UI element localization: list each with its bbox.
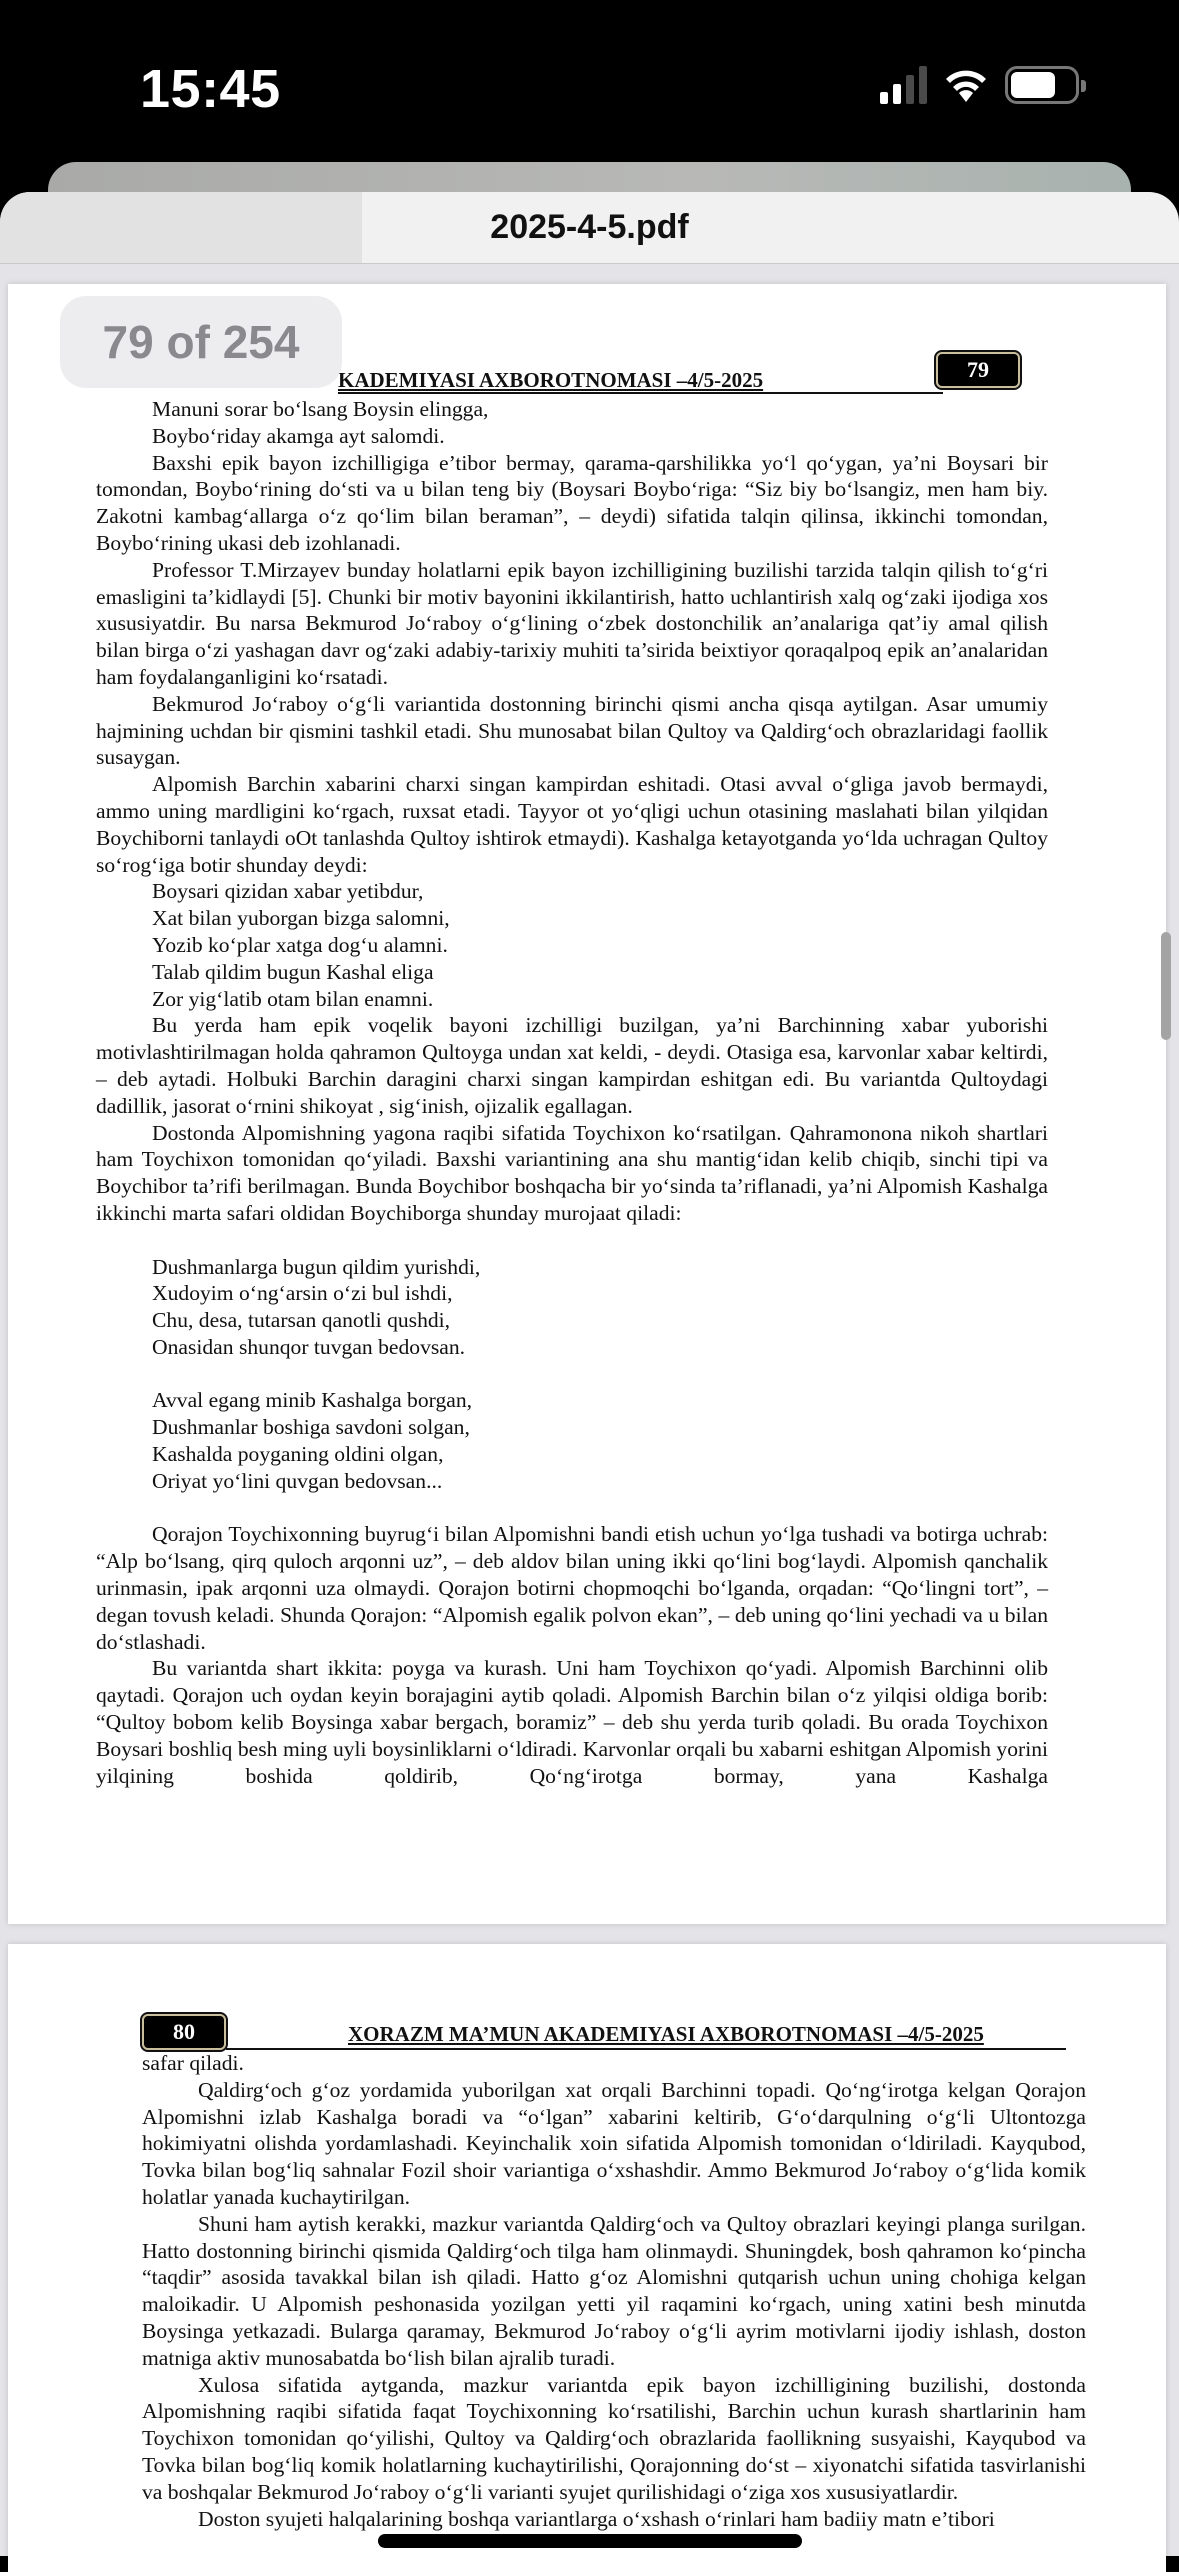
paragraph: Professor T.Mirzayev bunday holatlarni epik bayon izchilligining buzilishi tarzida talqin qilish to‘g‘ri emasligini ta’kidlaydi [5]. Chunki bir motiv bayonini ikkilantirish, hatto uchlantirish xalq og‘zaki ijodiga xos xususiyatdir. Bu narsa Bekmurod Jo‘raboy o‘g‘lining o‘zbek dostonchilik an’analariga qat’iy amal qilish bilan birga o‘zi yashagan davr og‘zaki adabiy-tarixiy muhiti ta’sirida beixtiyor qoraqalpoq epik an’analaridan ham foydalanganligini ko‘rsatadi. (96, 557, 1048, 689)
verse-line: Yozib ko‘plar xatga dog‘u alamni. (152, 932, 448, 957)
page-header-text: XORAZM MA’MUN AKADEMIYASI AXBOROTNOMASI –4/5-2025 (348, 2022, 984, 2046)
verse-line: Kashalda poyganing oldini olgan, (152, 1442, 444, 1467)
scrollbar-thumb[interactable] (1161, 932, 1171, 1040)
verse-line: Oriyat yo‘lini quvgan bedovsan... (152, 1468, 443, 1493)
verse-line: Avval egang minib Kashalga borgan, (152, 1388, 473, 1413)
page-indicator: 79 of 254 (60, 296, 342, 388)
paragraph: Alpomish Barchin xabarini charxi singan kampirdan eshitadi. Otasi avval o‘gliga javob bermaydi, ammo uning mardligini ko‘rgach, ruxsat etadi. Tayyor ot yo‘qligi uchun otasining maslahati bilan yilqidan Boychiborni tanlaydi oOt tanlashda Qultoy ishtirok etmaydi). Kashalga ketayotganda yo‘lda uchragan Qultoy so‘rog‘iga botir shunday deydi: (96, 772, 1048, 877)
page-number-badge: 80 (142, 2014, 226, 2050)
verse-line: Dushmanlarga bugun qildim yurishdi, (152, 1254, 481, 1279)
status-bar (0, 0, 1179, 160)
verse-line: Dushmanlar boshiga savdoni solgan, (152, 1415, 470, 1440)
paragraph: Bu variantda shart ikkita: poyga va kurash. Uni ham Toychixon qo‘yadi. Alpomish Barchinni olib qaytadi. Qorajon uch oydan keyin borajagini aytib qoladi. Alpomish Barchin bilan o‘z yilqisi oldiga borib: “Qultoy bobom kelib Boysinga xabar bergach, boramiz” – deb shu yerda turib qoladi. Bu orada Toychixon Boysari boshliq besh ming uyli boysinliklarni o‘ldiradi. Karvonlar orqali bu xabarni eshitgan Alpomish yorini yilqining boshida qoldirib, Qo‘ng‘irotga bormay, yana Kashalga (96, 1656, 1048, 1788)
verse-line: Zor yig‘latib otam bilan enamni. (152, 986, 434, 1011)
battery-icon (1005, 66, 1079, 104)
verse-line: Boysari qizidan xabar yetibdur, (152, 879, 424, 904)
pdf-page-79 (8, 284, 1166, 1924)
paragraph: Xulosa sifatida aytganda, mazkur variantda epik bayon izchilligining buzilishi, dostonda Alpomishning raqibi sifatida faqat Toychixonning ko‘rsatilishi, Barchin uchun kurash shartlarinin ham Toychixon tomonidan qo‘yilishi, Qultoy va Qaldirg‘och obrazlarida faollikning susyaishi, Kayqubod va Tovka bilan bog‘liq komik holatlarning kuchaytirilishi, Qorajonning do‘st – xiyonatchi sifatida tasvirlanishi va boshqalar Bekmurod Jo‘raboy o‘g‘li varianti syujet qurilishidagi o‘ziga xos xususiyatlardir. (142, 2372, 1086, 2504)
paragraph: Qorajon Toychixonning buyrug‘i bilan Alpomishni bandi etish uchun yo‘lga tushadi va botirga uchrab: “Alp bo‘lsang, qirq quloch arqonni uz”, – deb aldov bilan uning ikki qo‘lini bog‘laydi. Alpomish qanchalik urinmasin, ipak arqonni uza olmaydi. Qorajon botirni chopmoqchi bo‘lganda, orqadan: “Qo‘lingni tort”, – degan tovush keladi. Shunda Qorajon: “Alpomish egalik polvon ekan”, – deb uning qo‘lini yechadi va u bilan do‘stlashadi. (96, 1522, 1048, 1654)
paragraph: Dostonda Alpomishning yagona raqibi sifatida Toychixon ko‘rsatilgan. Qahramonona nikoh shartlari ham Toychixon tomonidan qo‘yiladi. Baxshi variantining ana shu mantig‘idan kelib chiqib, sinchi tipi va Boychibor ta’rifi berilmagan. Bunda Boychibor boshqacha bir yo‘sinda ta’riflanadi, ya’ni Alpomish Kashalga ikkinchi marta safari oldidan Boychiborga shunday murojaat qiladi: (96, 1120, 1048, 1225)
page-80-body (142, 1944, 1086, 2532)
verse-line: Xudoyim o‘ng‘arsin o‘zi bul ishdi, (152, 1281, 453, 1306)
pdf-viewer[interactable] (0, 264, 1179, 2556)
wifi-icon (943, 66, 989, 104)
verse-line: Boybo‘riday akamga ayt salomdi. (152, 423, 445, 448)
document-title: 2025-4-5.pdf (490, 208, 689, 246)
verse-line: Manuni sorar bo‘lsang Boysin elingga, (152, 397, 489, 421)
page-79-body (96, 396, 1048, 1789)
verse-line: Chu, desa, tutarsan qanotli qushdi, (152, 1308, 451, 1333)
page-header-text: KADEMIYASI AXBOROTNOMASI –4/5-2025 (338, 368, 764, 392)
paragraph: Baxshi epik bayon izchilligiga e’tibor bermay, qarama-qarshilikka yo‘l qo‘ygan, ya’ni Boysari bir tomondan, Boybo‘rining do‘sti va u bilan teng biy (Boysari Boybo‘riga: “Siz biy bo‘lsangiz, men ham biy. Zakotni kambag‘allarga o‘z qo‘lim bilan beraman”, – deydi) sifatida talqin qilinsa, ikkinchi tomondan, Boybo‘rining ukasi deb izohlanadi. (96, 450, 1048, 555)
status-time: 15:45 (140, 59, 281, 119)
header-rule (338, 392, 943, 394)
home-indicator[interactable] (378, 2534, 802, 2548)
pdf-page-80 (8, 1944, 1166, 2572)
paragraph: Bu yerda ham epik voqelik bayoni izchilligi buzilgan, ya’ni Barchinning xabar yuborishi motivlashtirilmagan holda qahramon Qultoyga undan xat keldi, - deydi. Otasiga esa, karvonlar xabar keltirdi, – deb aytadi. Holbuki Barchin daragini charxi singan kampirdan eshitgan edi. Bu variantda Qultoydagi dadillik, jasorat o‘rnini shikoyat , sig‘inish, ojizalik egallagan. (96, 1013, 1048, 1118)
paragraph: Bekmurod Jo‘raboy o‘g‘li variantida dostonning birinchi qismi ancha qisqa aytilgan. Asar umumiy hajmining uchdan bir qismini tashkil etadi. Shu munosabat bilan Qultoy va Qaldirg‘och obrazlaridagi faollik susaygan. (96, 691, 1048, 770)
verse-line: Xat bilan yuborgan bizga salomni, (152, 906, 450, 931)
verse-line: Talab qildim bugun Kashal eliga (152, 959, 434, 984)
status-icons (880, 66, 1079, 104)
document-title-bar (0, 192, 1179, 264)
paragraph: Shuni ham aytish kerakki, mazkur variantda Qaldirg‘och va Qultoy obrazlari keyingi planga surilgan. Hatto dostonning birinchi qismida Qaldirg‘och tilga ham olinmaydi. Shuningdek, bosh qahramon ko‘pincha “taqdir” asosida tavakkal bilan ish qiladi. Hatto g‘oz Alomishni qutqarish uchun uning chohiga kelgan maloikadir. U Alpomish peshonasida yozilgan yetti yil raqamini ko‘rgach, uning xatini besh minutda Boysinga yetkazadi. Bularga qaramay, Bekmurod Jo‘raboy o‘g‘li ayrim motivlarni ijodiy ishlash, doston matniga aktiv munosabatda bo‘lish bilan ajralib turadi. (142, 2211, 1086, 2370)
verse-line: Onasidan shunqor tuvgan bedovsan. (152, 1334, 466, 1359)
paragraph: Qaldirg‘och g‘oz yordamida yuborilgan xat orqali Barchinni topadi. Qo‘ng‘irotga kelgan Qorajon Alpomishni izlab Kashalga boradi va “o‘lgan” xabarini keltirib, G‘o‘darqulning o‘g‘li Ultontozga hokimiyatni olishda yordamlashadi. Keyinchalik xoin sifatida Alpomish tomonidan o‘ldiriladi. Kayqubod, Tovka bilan bog‘liq sahnalar Fozil shoir variantiga o‘xshashdir. Ammo Bekmurod Jo‘raboy o‘g‘lida komik holatlar yanada kuchaytirilgan. (142, 2077, 1086, 2209)
cellular-signal-icon (880, 66, 927, 104)
paragraph: Doston syujeti halqalarining boshqa variantlarga o‘xshash o‘rinlari ham badiiy matn e’tibori (198, 2506, 995, 2531)
paragraph-continuation: safar qiladi. (142, 2051, 244, 2075)
page-number-badge: 79 (936, 352, 1020, 388)
